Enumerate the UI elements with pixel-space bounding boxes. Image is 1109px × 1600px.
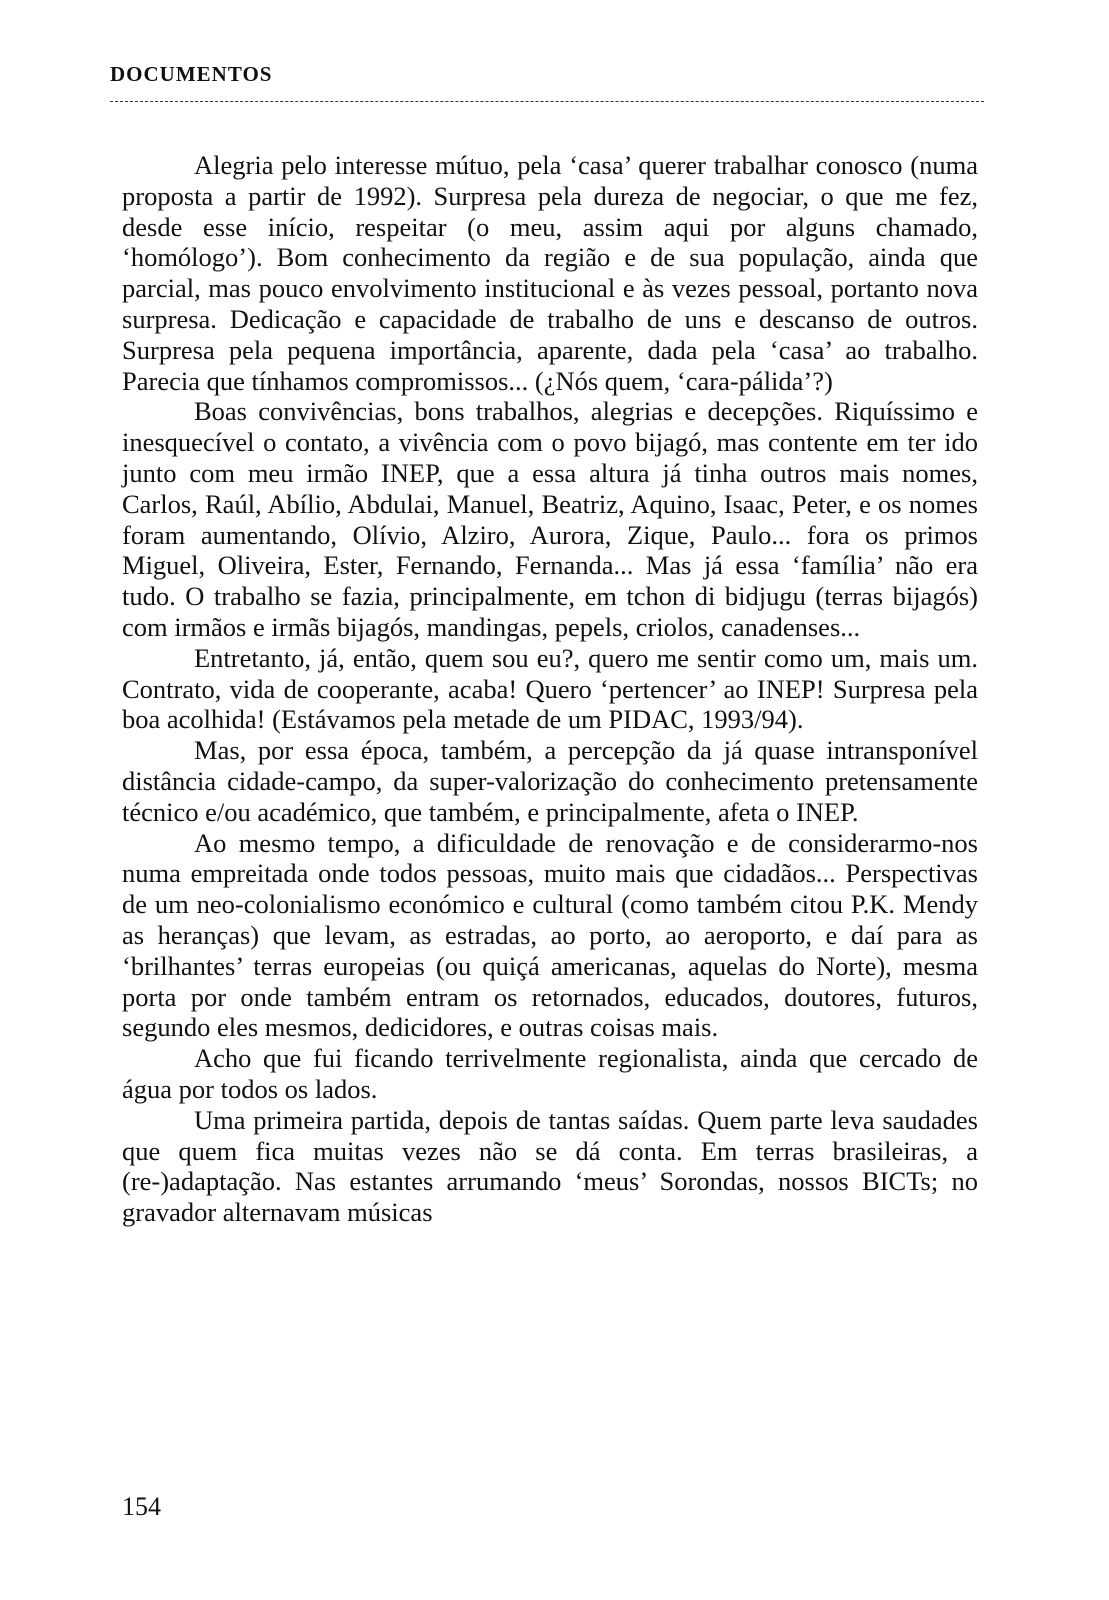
article-body (122, 150, 978, 1228)
header-rule (110, 101, 984, 102)
paragraph: Acho que fui ficando terrivelmente regionalista, ainda que cercado de água por todos os lados. (122, 1043, 978, 1104)
page-number: 154 (122, 1492, 161, 1521)
paragraph: Alegria pelo interesse mútuo, pela ‘casa’ querer trabalhar conosco (numa proposta a partir de 1992). Surpresa pela dureza de negociar, o que me fez, desde esse início, respeitar (o meu, assim aqui por alguns chamado, ‘homólogo’). Bom conhecimento da região e de sua população, ainda que parcial, mas pouco envolvimento institucional e às vezes pessoal, portanto nova surpresa. Dedicação e capacidade de trabalho de uns e descanso de outros. Surpresa pela pequena importância, aparente, dada pela ‘casa’ ao trabalho. Parecia que tínhamos compromissos... (¿Nós quem, ‘cara-pálida’?) (122, 150, 978, 396)
running-header: DOCUMENTOS (110, 62, 273, 86)
paragraph: Entretanto, já, então, quem sou eu?, quero me sentir como um, mais um. Contrato, vida de cooperante, acaba! Quero ‘pertencer’ ao INEP! Surpresa pela boa acolhida! (Estávamos pela metade de um PIDAC, 1993/94). (122, 642, 978, 735)
paragraph: Uma primeira partida, depois de tantas saídas. Quem parte leva saudades que quem fica muitas vezes não se dá conta. Em terras brasileiras, a (re-)adaptação. Nas estantes arrumando ‘meus’ Sorondas, nossos BICTs; no gravador alternavam músicas (122, 1104, 978, 1228)
paragraph: Mas, por essa época, também, a percepção da já quase intransponível distância cidade-campo, da super-valorização do conhecimento pretensamente técnico e/ou académico, que também, e principalmente, afeta o INEP. (122, 735, 978, 827)
paragraph: Ao mesmo tempo, a dificuldade de renovação e de considerarmo-nos numa empreitada onde todos pessoas, muito mais que cidadãos... Perspectivas de um neo-colonialismo económico e cultural (como também citou P.K. Mendy as heranças) que levam, as estradas, ao porto, ao aeroporto, e daí para as ‘brilhantes’ terras europeias (ou quiçá americanas, aquelas do Norte), mesma porta por onde também entram os retornados, educados, doutores, futuros, segundo eles mesmos, dedicidores, e outras coisas mais. (122, 827, 978, 1043)
paragraph: Boas convivências, bons trabalhos, alegrias e decepções. Riquíssimo e inesquecível o contato, a vivência com o povo bijagó, mas contente em ter ido junto com meu irmão INEP, que a essa altura já tinha outros mais nomes, Carlos, Raúl, Abílio, Abdulai, Manuel, Beatriz, Aquino, Isaac, Peter, e os nomes foram aumentando, Olívio, Alziro, Aurora, Zique, Paulo... fora os primos Miguel, Oliveira, Ester, Fernando, Fernanda... Mas já essa ‘família’ não era tudo. O trabalho se fazia, principalmente, em tchon di bidjugu (terras bijagós) com irmãos e irmãs bijagós, mandingas, pepels, criolos, canadenses... (122, 396, 978, 642)
